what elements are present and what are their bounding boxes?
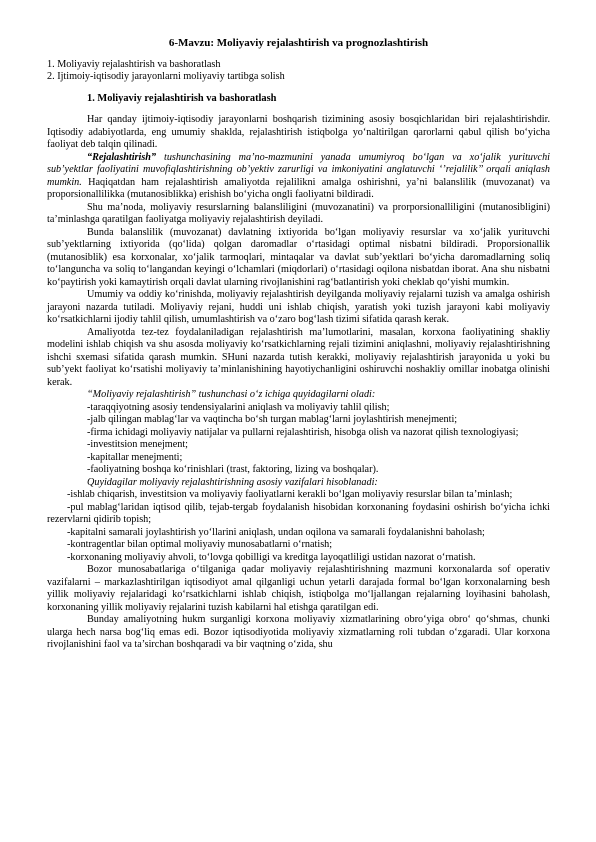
paragraph: Umumiy va oddiy ko‘rinishda, moliyaviy rejalashtirish deyilganda moliyaviy rejalarni tuzish va amalga oshirish jarayoni nazarda tutiladi. Moliyaviy rejani, huddi uni ishlab chiqish, yaratish yoki tuzish jarayoni kabi moliyaviy ko‘rsatkichlarni ijodiy tahlil qilish, umumlashtirish va o‘zaro bog‘lash tizimi sifatida qarash kerak.	[47, 289, 550, 325]
definition-italic: tushunchasining ma’no-mazmunini yanada umumiyroq bo‘lgan va xo‘jalik yurituvchi sub’yektlar faoliyatini muvofiqlashtirishning ob’yektiv zarurligi va imkoniyatini anglatuvchi ‘’rejalilik’’ orqali aniqlash mumkin.	[47, 151, 550, 188]
paragraph: Bozor munosabatlariga o‘tilganiga qadar moliyaviy rejalashtirishning mazmuni korxonalarda sof operativ vazifalarni – markazlashtirilgan iqtisodiyot amal qilganligi uchun yetarli darajada formal bo‘lgan korxonalarning besh yillik moliyaviy rejalaridagi ko‘rsatkichlarni ishlab chiqish, istiqbolga mo‘ljallangan rejalarning loyihasini baholash, korxonaning yillik moliyaviy rejalarini tuzish kabilarni hal etishga qaratilgan edi.	[47, 564, 550, 613]
list-item: -jalb qilingan mablag‘lar va vaqtincha bo‘sh turgan mablag‘larni joylashtirish menejmenti;	[87, 414, 458, 425]
list-item: -pul mablag‘laridan iqtisod qilib, tejab-tergab foydalanish hisobidan korxonaning foydasini oshirish bo‘yicha ichki rezervlarni qidirib topish;	[47, 501, 550, 525]
list-item: -kapitalni samarali joylashtirish yo‘llarini aniqlash, undan oqilona va samarali foydalanishni baholash;	[67, 526, 485, 538]
paragraph: Bunda balanslilik (muvozanat) davlatning ixtiyorida bo‘lgan moliyaviy resurslar va xo‘jalik yurituvchi sub’yektlarning ixtiyorida (qo‘lida) qolgan daromadlar o‘rtasidagi optimal nisbatni bildiradi. Proporsionallik (mutanosiblik) esa korxonalar, xo‘jalik tarmoqlari, mintaqalar va davlat sub’yektlari bo‘yicha daromadlarning soliq to‘languncha va soliq to‘langandan keyingi o‘lchamlari (miqdorlari) o‘rtasidagi oqilona nisbatdan iborat. Ana shu nisbatni ko‘paytirish yoki kamaytirish orqali davlat ularning rivojlanishini rag‘batlantirish yoki cheklab qo‘yishi mumkin.	[47, 226, 550, 288]
paragraph: Bunday amaliyotning hukm surganligi korxona moliyaviy xizmatlarining obro‘yiga obro‘ qo‘shmas, chunki ularga hech narsa bog‘liq emas edi. Bozor iqtisodiyotida moliyaviy xizmatlarning roli tubdan o‘zgaradi. Ular korxona rivojlanishini faol va ta’sirchan boshqaradi va bir vaqtning o‘zida, shu	[47, 614, 550, 650]
paragraph: Shu ma’noda, moliyaviy resurslarning balansliligini (muvozanatini) va prorporsionalliligini (mutanosibligini) ta’minlashga qaratilgan faoliyatga moliyaviy rejalashtirish deyiladi.	[47, 201, 550, 225]
list-item: -taraqqiyotning asosiy tendensiyalarini aniqlash va moliyaviy tahlil qilish;	[87, 401, 390, 413]
list-item: -investitsion menejment;	[87, 439, 189, 450]
paragraph: Har qanday ijtimoiy-iqtisodiy jarayonlarni boshqarish tizimining asosiy bosqichlaridan biri rejalashtirishdir. Iqtisodiy adabiyotlarda, eng umumiy shaklda, rejalashtirish istiqbolga yo‘naltirilgan qarorlarni qabul qilish bo‘yicha faoliyat deb talqin qilinadi.	[47, 114, 550, 150]
document-title: 6-Mavzu: Moliyaviy rejalashtirish va prognozlashtirish	[168, 37, 429, 49]
paragraph-text: Haqiqatdan ham rejalashtirish amaliyotda rejalilikni amalga oshirishni, ya’ni balanslilik (muvozanat) va proporsionallilikka (mutanosiblikka) erishish bo‘yicha ongli faoliyatni bildiradi.	[47, 176, 550, 200]
list-item: -faoliyatning boshqa ko‘rinishlari (trast, faktoring, lizing va boshqalar).	[87, 464, 379, 475]
list-item: -kapitallar menejmenti;	[87, 451, 183, 463]
list-item: -ishlab chiqarish, investitsion va moliyaviy faoliyatlarni kerakli bo‘lgan moliyaviy resurslar bilan ta’minlash;	[67, 489, 513, 500]
table-of-contents	[47, 59, 550, 84]
concept-list	[47, 402, 550, 477]
toc-item: 2. Ijtimoiy-iqtisodiy jarayonlarni moliyaviy tartibga solish	[47, 71, 285, 82]
list-item: -korxonaning moliyaviy ahvoli, to‘lovga qobilligi va kreditga layoqatliligi ustidan nazorat o‘rnatish.	[67, 551, 476, 563]
paragraph-italic: Quyidagilar moliyaviy rejalashtirishning asosiy vazifalari hisoblanadi:	[87, 476, 378, 488]
list-item: -kontragentlar bilan optimal moliyaviy munosabatlarni o‘rnatish;	[67, 539, 333, 550]
toc-item: 1. Moliyaviy rejalashtirish va bashoratlash	[47, 58, 221, 70]
tasks-list	[47, 489, 550, 564]
paragraph	[47, 152, 550, 202]
document-page	[47, 37, 550, 652]
section-heading: 1. Moliyaviy rejalashtirish va bashoratlash	[87, 92, 277, 104]
paragraph-italic: “Moliyaviy rejalashtirish” tushunchasi o‘z ichiga quyidagilarni oladi:	[87, 389, 376, 400]
paragraph: Amaliyotda tez-tez foydalaniladigan rejalashtirish ma’lumotlarini, masalan, korxona faoliyatining shakliy modelini ishlab chiqish va shu asosda moliyaviy ko‘rsatkichlarning rejali tizimini aniqlashni, moliyaviy rejalashtirishning ishchi sxemasi sifatida qarash mumkin. SHuni nazarda tutish kerakki, moliyaviy rejalashtirish jarayonida u yoki bu sub’yekt faoliyat ko‘rsatishi moliyaviy ta’minlanishining hayotiychanligini oshiruvchi noshakliy omillar inobatga olinishi kerak.	[47, 326, 550, 388]
list-item: -firma ichidagi moliyaviy natijalar va pullarni rejalashtirish, hisobga olish va nazorat qilish texnologiyasi;	[87, 426, 519, 438]
term-bold: “Rejalashtirish”	[87, 151, 157, 163]
